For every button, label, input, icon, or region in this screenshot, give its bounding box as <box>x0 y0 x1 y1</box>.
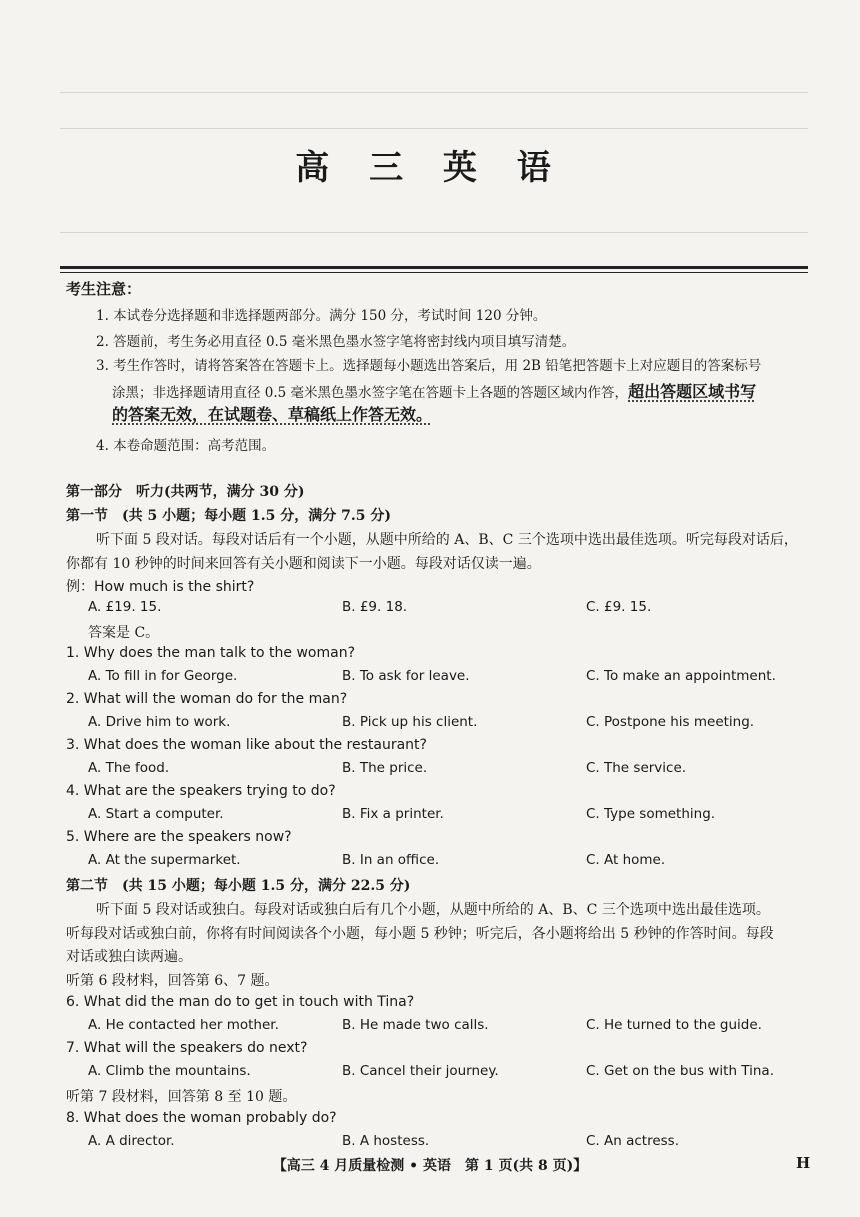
question-6: 6. What did the man do to get in touch with Tina? <box>66 994 415 1010</box>
example-option-b: B. £9. 18. <box>342 599 408 615</box>
notice-item-3: 3. 考生作答时，请将答案答在答题卡上。选择题每小题选出答案后，用 2B 铅笔把答题卡上对应题目的答案标号 <box>96 358 762 374</box>
q8-option-b: B. A hostess. <box>342 1133 430 1149</box>
question-4: 4. What are the speakers trying to do? <box>66 783 336 799</box>
version-mark: H <box>796 1154 811 1172</box>
q1-option-c: C. To make an appointment. <box>586 668 776 684</box>
question-2: 2. What will the woman do for the man? <box>66 691 348 707</box>
notice-heading: 考生注意： <box>66 280 142 298</box>
q6-option-b: B. He made two calls. <box>342 1017 489 1033</box>
q6-option-a: A. He contacted her mother. <box>88 1017 279 1033</box>
q5-option-a: A. At the supermarket. <box>88 852 241 868</box>
section2-instruction-3: 对话或独白读两遍。 <box>66 949 192 965</box>
section1-instruction-2: 你都有 10 秒钟的时间来回答有关小题和阅读下一小题。每段对话仅读一遍。 <box>66 556 541 572</box>
q2-option-c: C. Postpone his meeting. <box>586 714 755 730</box>
q2-option-a: A. Drive him to work. <box>88 714 231 730</box>
part1-heading: 第一部分 听力(共两节，满分 30 分) <box>66 484 305 500</box>
q8-option-c: C. An actress. <box>586 1133 679 1149</box>
notice-emphasis-1: 超出答题区域书写 <box>628 382 757 401</box>
q6-option-c: C. He turned to the guide. <box>586 1017 762 1033</box>
notice-item-2: 2. 答题前，考生务必用直径 0.5 毫米黑色墨水签字笔将密封线内项目填写清楚。 <box>96 334 576 350</box>
example-question: 例：How much is the shirt? <box>66 579 255 595</box>
question-1: 1. Why does the man talk to the woman? <box>66 645 356 661</box>
material-7-label: 听第 7 段材料，回答第 8 至 10 题。 <box>66 1089 297 1105</box>
material-6-label: 听第 6 段材料，回答第 6、7 题。 <box>66 973 279 989</box>
header-rule <box>60 266 808 269</box>
q2-option-b: B. Pick up his client. <box>342 714 478 730</box>
section2-instruction-2: 听每段对话或独白前，你将有时间阅读各个小题，每小题 5 秒钟；听完后，各小题将给出 5 秒钟的作答时间。每段 <box>66 926 774 942</box>
q7-option-a: A. Climb the mountains. <box>88 1063 251 1079</box>
notice-item-3-line2: 涂黑；非选择题请用直径 0.5 毫米黑色墨水签字笔在答题卡上各题的答题区域内作答， <box>112 385 629 401</box>
q4-option-c: C. Type something. <box>586 806 716 822</box>
q5-option-c: C. At home. <box>586 852 666 868</box>
q3-option-c: C. The service. <box>586 760 687 776</box>
q3-option-b: B. The price. <box>342 760 428 776</box>
notice-emphasis-2: 的答案无效，在试题卷、草稿纸上作答无效。 <box>112 405 433 424</box>
q7-option-b: B. Cancel their journey. <box>342 1063 499 1079</box>
notice-item-1: 1. 本试卷分选择题和非选择题两部分。满分 150 分，考试时间 120 分钟。 <box>96 308 547 324</box>
section1-instruction-1: 听下面 5 段对话。每段对话后有一个小题，从题中所给的 A、B、C 三个选项中选出最佳选项。听完每段对话后， <box>96 532 798 548</box>
question-3: 3. What does the woman like about the restaurant? <box>66 737 427 753</box>
question-5: 5. Where are the speakers now? <box>66 829 292 845</box>
page-title: 高 三 英 语 <box>295 148 565 188</box>
q1-option-a: A. To fill in for George. <box>88 668 238 684</box>
q4-option-a: A. Start a computer. <box>88 806 224 822</box>
question-8: 8. What does the woman probably do? <box>66 1110 337 1126</box>
example-option-c: C. £9. 15. <box>586 599 652 615</box>
q3-option-a: A. The food. <box>88 760 170 776</box>
section2-instruction-1: 听下面 5 段对话或独白。每段对话或独白后有几个小题，从题中所给的 A、B、C 三个选项中选出最佳选项。 <box>96 902 770 918</box>
section1-heading: 第一节 (共 5 小题；每小题 1.5 分，满分 7.5 分) <box>66 508 391 524</box>
page-footer: 【高三 4 月质量检测 • 英语 第 1 页(共 8 页)】 <box>272 1158 588 1174</box>
notice-item-3-cont <box>112 379 756 402</box>
notice-item-4: 4. 本卷命题范围：高考范围。 <box>96 438 276 454</box>
notice-item-3-line3 <box>112 402 432 425</box>
header-rule-thin <box>60 272 808 273</box>
example-answer: 答案是 C。 <box>88 625 160 641</box>
section2-heading: 第二节 (共 15 小题；每小题 1.5 分，满分 22.5 分) <box>66 878 411 894</box>
example-option-a: A. £19. 15. <box>88 599 162 615</box>
q4-option-b: B. Fix a printer. <box>342 806 444 822</box>
q7-option-c: C. Get on the bus with Tina. <box>586 1063 774 1079</box>
q5-option-b: B. In an office. <box>342 852 440 868</box>
question-7: 7. What will the speakers do next? <box>66 1040 308 1056</box>
q8-option-a: A. A director. <box>88 1133 175 1149</box>
q1-option-b: B. To ask for leave. <box>342 668 470 684</box>
